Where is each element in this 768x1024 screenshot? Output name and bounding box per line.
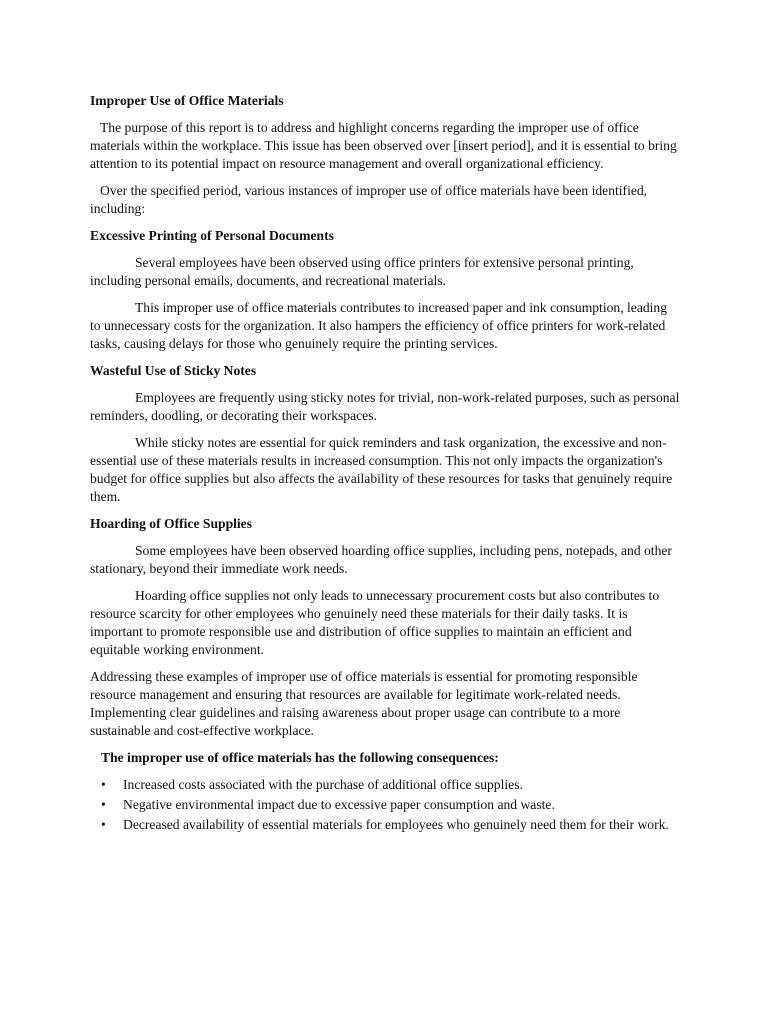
sticky-notes-paragraph-2: While sticky notes are essential for quick reminders and task organization, the excessive and non-essential use of these materials results in increased consumption. This not only impacts the organization's budget for office supplies but also affects the availability of these resources for tasks that genuinely require them. <box>90 435 673 504</box>
hoarding-paragraph-2: Hoarding office supplies not only leads to unnecessary procurement costs but also contributes to resource scarcity for other employees who genuinely need these materials for their daily tasks. It is important to promote responsible use and distribution of office supplies to maintain an efficient and equitable working environment. <box>90 588 660 657</box>
document-title: Improper Use of Office Materials <box>90 93 284 108</box>
list-item-text: Decreased availability of essential materials for employees who genuinely need them for their work. <box>123 817 669 832</box>
bullet-icon: • <box>101 817 106 832</box>
printing-paragraph-2: This improper use of office materials contributes to increased paper and ink consumption, leading to unnecessary costs for the organization. It also hampers the efficiency of office printers for work-related tasks, causing delays for those who genuinely require the printing services. <box>90 300 668 351</box>
conclusion-paragraph: Addressing these examples of improper use of office materials is essential for promoting responsible resource management and ensuring that resources are available for legitimate work-related needs. Implementing clear guidelines and raising awareness about proper usage can contribute to a more sustainable and cost-effective workplace. <box>90 669 638 738</box>
printing-paragraph-1: Several employees have been observed using office printers for extensive personal printing, including personal emails, documents, and recreational materials. <box>90 255 634 288</box>
sticky-notes-paragraph-1: Employees are frequently using sticky notes for trivial, non-work-related purposes, such as personal reminders, doodling, or decorating their workspaces. <box>90 390 680 423</box>
section-heading-printing: Excessive Printing of Personal Documents <box>90 228 334 243</box>
list-item <box>90 776 680 794</box>
list-item <box>90 796 680 814</box>
hoarding-paragraph-1: Some employees have been observed hoarding office supplies, including pens, notepads, and other stationary, beyond their immediate work needs. <box>90 543 672 576</box>
bullet-icon: • <box>101 797 106 812</box>
list-item <box>90 816 680 834</box>
list-item-text: Increased costs associated with the purchase of additional office supplies. <box>123 777 523 792</box>
consequences-list <box>90 776 680 834</box>
document-page <box>90 92 680 836</box>
consequences-title: The improper use of office materials has the following consequences: <box>101 750 499 765</box>
section-heading-hoarding: Hoarding of Office Supplies <box>90 516 253 531</box>
intro-paragraph-1: The purpose of this report is to address and highlight concerns regarding the improper use of office materials within the workplace. This issue has been observed over [insert period], and it is essential to bring attention to its potential impact on resource management and overall organizational efficiency. <box>90 120 677 171</box>
intro-paragraph-2: Over the specified period, various instances of improper use of office materials have been identified, including: <box>90 183 648 216</box>
bullet-icon: • <box>101 777 106 792</box>
list-item-text: Negative environmental impact due to excessive paper consumption and waste. <box>123 797 555 812</box>
section-heading-sticky-notes: Wasteful Use of Sticky Notes <box>90 363 257 378</box>
